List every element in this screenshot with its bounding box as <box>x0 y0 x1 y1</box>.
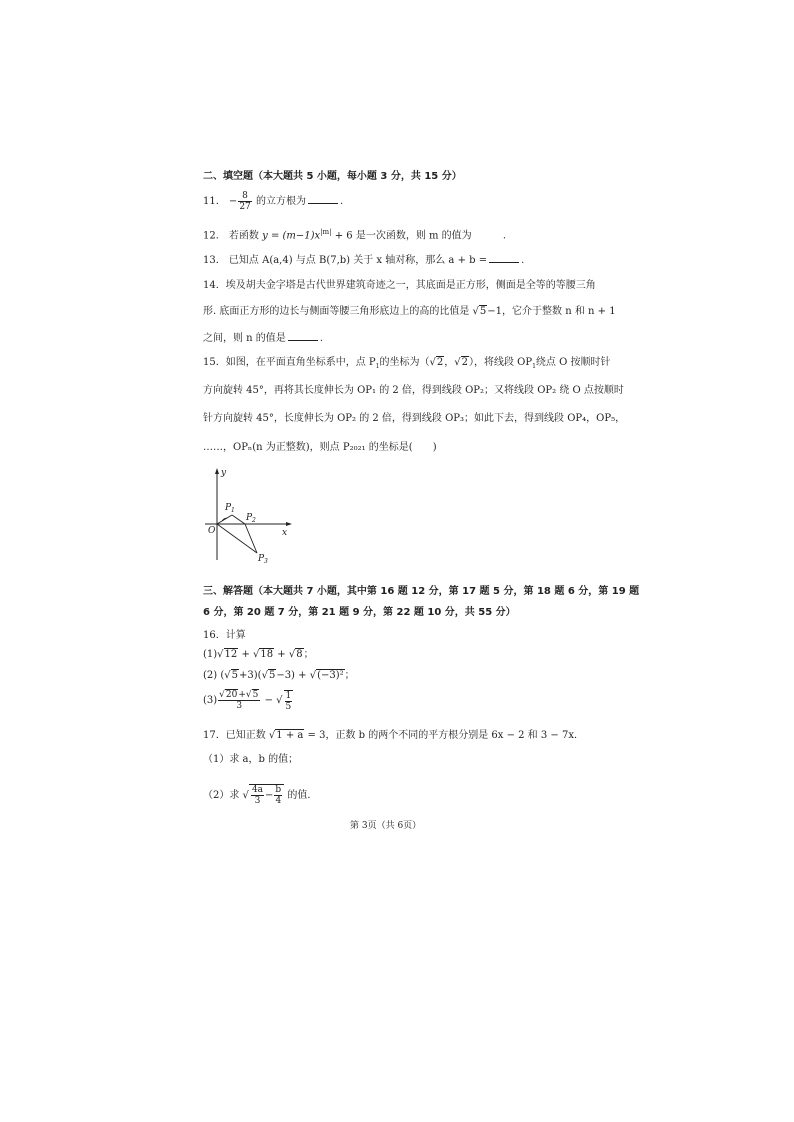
x-axis-arrow <box>286 522 292 526</box>
section3-heading-line1: 三、解答题（本大题共 7 小题，其中第 16 题 12 分，第 17 题 5 分，第 18 题 6 分，第 19 题 <box>203 586 640 597</box>
label-y: y <box>221 468 227 478</box>
question-14-line3: 之间，则 n 的值是 . <box>203 333 323 344</box>
segment-p1p2 <box>232 515 245 524</box>
root-fraction: $\frac{1}{5}$ <box>285 690 292 712</box>
question-13: 13． 已知点 A(a,4) 与点 B(7,b) 关于 x 轴对称，那么 a + b = . <box>203 255 525 266</box>
label-p2-sub: 2 <box>252 517 256 524</box>
question-17: 17．已知正数 √1 + a = 3，正数 b 的两个不同的平方根分别是 6x − 2 和 3 − 7x． <box>203 730 584 741</box>
answer-blank <box>489 253 519 263</box>
label-x: x <box>282 528 288 538</box>
question-14-line2: 形. 底面正方形的边长与侧面等腰三角形底边上的高的比值是 √5−1，它介于整数 n 和 n + 1 <box>203 306 616 317</box>
question-17-part2: （2）求 √ $\frac{4a}{3}$ − $\frac{b}{4}$ 的值． <box>203 785 318 806</box>
answer-blank <box>308 194 338 204</box>
fraction-part3: $\frac{√20+√5}{3}$ <box>219 690 259 711</box>
question-16-title: 16．计算 <box>203 630 246 641</box>
question-16-part1: (1)√12 + √18 + √8； <box>203 649 314 660</box>
section2-heading: 二、填空题（本大题共 5 小题，每小题 3 分，共 15 分） <box>203 171 462 182</box>
question-11: 11． − $\frac{8}{27}$ 的立方根为 . <box>203 191 344 212</box>
segment-op1 <box>217 515 232 524</box>
question-14-line1: 14．埃及胡夫金字塔是古代世界建筑奇迹之一，其底面是正方形，侧面是全等的等腰三角 <box>203 280 596 291</box>
question-16-part2: (2) (√5+3)(√5−3) + √(−3)²； <box>203 670 355 681</box>
question-15-line4: ……，OPₙ(n 为正整数)，则点 P₂₀₂₁ 的坐标是( ) <box>203 442 437 453</box>
question-17-part1: （1）求 a，b 的值； <box>203 754 299 765</box>
page-footer: 第 3页（共 6页） <box>350 821 422 831</box>
label-p3: P <box>258 554 265 564</box>
label-p2: P <box>246 513 253 523</box>
label-p1-sub: 1 <box>231 507 235 514</box>
question-15-line2: 方向旋转 45°，再将其长度伸长为 OP₁ 的 2 倍，得到线段 OP₂；又将线段 OP₂ 绕 O 点按顺时 <box>203 385 624 396</box>
y-axis-arrow <box>215 468 219 474</box>
label-p1: P <box>225 503 232 513</box>
label-p3-sub: 3 <box>264 558 268 565</box>
section3-heading-line2: 6 分，第 20 题 7 分，第 21 题 9 分，第 22 题 10 分，共 55 分） <box>203 607 516 618</box>
question-15-line3: 针方向旋转 45°，长度伸长为 OP₂ 的 2 倍，得到线段 OP₃；如此下去，得到线段 OP₄，OP₅， <box>203 413 626 424</box>
answer-blank <box>288 331 318 341</box>
question-12: 12． 若函数 $y = (m-1)x^{|m|} + 6$ 是一次函数，则 m 的值为 . <box>203 228 507 242</box>
label-o: O <box>208 526 216 536</box>
question-16-part3: (3) $\frac{√20+√5}{3}$ − √ $\frac{1}{5}$ <box>203 690 292 712</box>
fraction-8-27: $\frac{8}{27}$ <box>239 191 251 212</box>
coordinate-figure <box>200 465 300 565</box>
question-15-line1: 15．如图，在平面直角坐标系中，点 $P_1$的坐标为（√2，√2），将线段 $OP_1$绕点 O 按顺时针 <box>203 357 611 370</box>
